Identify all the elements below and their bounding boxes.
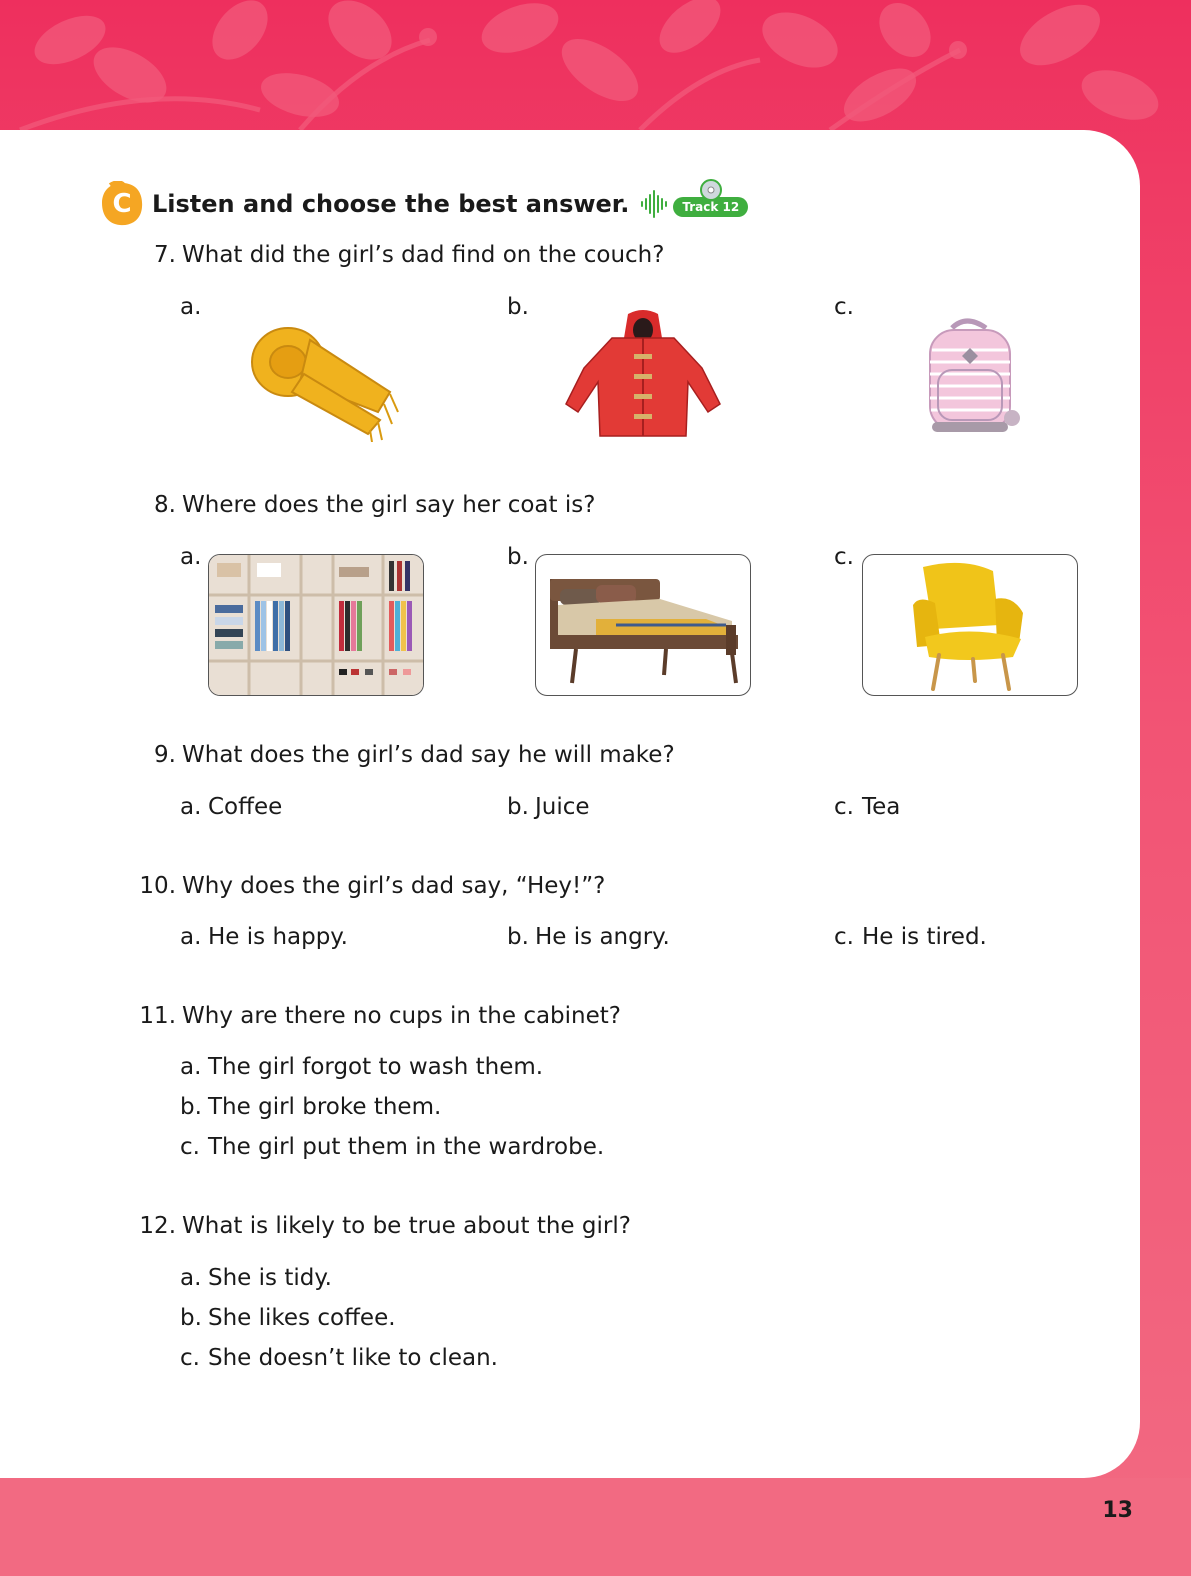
- armchair-picture: [863, 555, 1077, 695]
- question-7: 7. What did the girl’s dad find on the couch?: [154, 242, 665, 268]
- scarf-image[interactable]: [240, 312, 400, 442]
- question-12: 12. What is likely to be true about the girl?: [139, 1213, 631, 1239]
- option-9a[interactable]: a. Coffee: [180, 794, 283, 820]
- question-text: What did the girl’s dad find on the couch?: [182, 242, 665, 268]
- instruction-text: Listen and choose the best answer.: [152, 190, 630, 218]
- question-text: What is likely to be true about the girl?: [182, 1213, 631, 1239]
- question-10: 10. Why does the girl’s dad say, “Hey!”?: [139, 873, 606, 899]
- option-11c[interactable]: c. The girl put them in the wardrobe.: [180, 1134, 605, 1160]
- question-text: Why are there no cups in the cabinet?: [182, 1003, 621, 1029]
- question-text: What does the girl’s dad say he will make?: [182, 742, 675, 768]
- section-badge: [100, 181, 144, 227]
- option-11b[interactable]: b. The girl broke them.: [180, 1094, 442, 1120]
- option-7b-label[interactable]: b.: [507, 294, 529, 320]
- bed-image[interactable]: [535, 554, 751, 696]
- armchair-image[interactable]: [862, 554, 1078, 696]
- option-12c[interactable]: c. She doesn’t like to clean.: [180, 1345, 498, 1371]
- section-header: [100, 180, 748, 228]
- bed-picture: [536, 555, 750, 695]
- sound-wave-icon: [639, 190, 669, 218]
- wardrobe-image[interactable]: [208, 554, 424, 696]
- option-10a[interactable]: a. He is happy.: [180, 924, 348, 950]
- question-text: Where does the girl say her coat is?: [182, 492, 596, 518]
- option-7a-label[interactable]: a.: [180, 294, 202, 320]
- question-9: 9. What does the girl’s dad say he will make?: [154, 742, 675, 768]
- option-8b-label[interactable]: b.: [507, 544, 529, 570]
- option-7c-label[interactable]: c.: [834, 294, 854, 320]
- option-8c-label[interactable]: c.: [834, 544, 854, 570]
- page-number: 13: [1102, 1498, 1133, 1523]
- option-11a[interactable]: a. The girl forgot to wash them.: [180, 1054, 544, 1080]
- red-coat-image[interactable]: [562, 308, 724, 442]
- option-10b[interactable]: b. He is angry.: [507, 924, 670, 950]
- pink-backpack-image[interactable]: [916, 314, 1026, 436]
- track-label: Track 12: [682, 200, 740, 214]
- option-10c[interactable]: c. He is tired.: [834, 924, 987, 950]
- header-leaf-pattern: [0, 0, 1191, 140]
- option-12a[interactable]: a. She is tidy.: [180, 1265, 332, 1291]
- footer-band: [0, 1478, 1191, 1576]
- question-11: 11. Why are there no cups in the cabinet?: [139, 1003, 621, 1029]
- wardrobe-picture: [209, 555, 423, 695]
- option-12b[interactable]: b. She likes coffee.: [180, 1305, 396, 1331]
- question-text: Why does the girl’s dad say, “Hey!”?: [182, 873, 606, 899]
- question-8: 8. Where does the girl say her coat is?: [154, 492, 596, 518]
- option-8a-label[interactable]: a.: [180, 544, 202, 570]
- track-button[interactable]: [673, 197, 748, 217]
- section-letter: C: [112, 189, 132, 219]
- audio-control[interactable]: [639, 190, 748, 218]
- cd-icon: [700, 179, 722, 201]
- option-9b[interactable]: b. Juice: [507, 794, 590, 820]
- option-9c[interactable]: c. Tea: [834, 794, 901, 820]
